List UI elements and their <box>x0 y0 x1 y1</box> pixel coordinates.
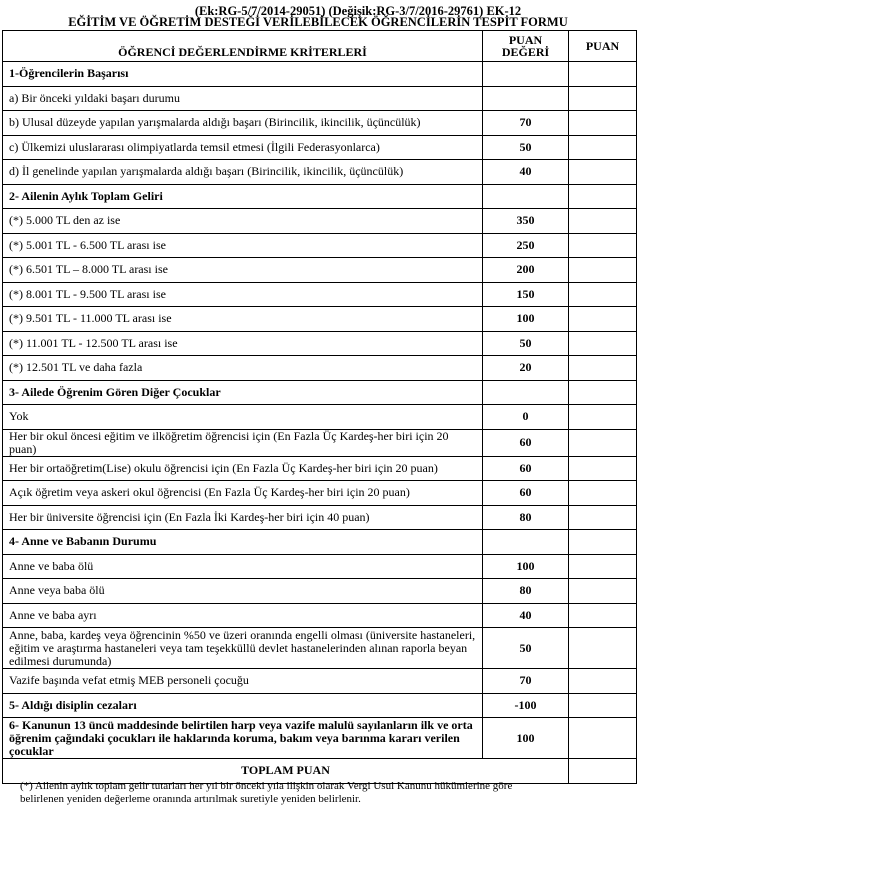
score-value-cell: 50 <box>483 628 569 669</box>
criterion-label: b) Ulusal düzeyde yapılan yarışmalarda aldığı başarı (Birincilik, ikincilik, üçüncülük) <box>3 111 483 136</box>
section-heading: 1-Öğrencilerin Başarısı <box>3 62 483 87</box>
score-value-cell: 50 <box>483 135 569 160</box>
section-heading: 3- Ailede Öğrenim Gören Diğer Çocuklar <box>3 380 483 405</box>
criterion-label: Her bir üniversite öğrencisi için (En Fazla İki Kardeş-her biri için 40 puan) <box>3 505 483 530</box>
score-value-cell: 40 <box>483 603 569 628</box>
score-value-cell: 60 <box>483 481 569 506</box>
table-row <box>3 209 637 234</box>
score-input-cell[interactable] <box>569 554 637 579</box>
criterion-label: Anne ve baba ayrı <box>3 603 483 628</box>
criterion-label: Anne ve baba ölü <box>3 554 483 579</box>
score-input-cell[interactable] <box>569 209 637 234</box>
table-row <box>3 481 637 506</box>
score-value-cell: 70 <box>483 669 569 694</box>
footnote: (*) Ailenin aylık toplam gelir tutarları her yıl bir önceki yıla ilişkin olarak Vergi Usul Kanunu hükümlerine göre belirlenen yeniden değerleme oranında artırılmak suretiyle yeniden belirlenir. <box>20 780 513 805</box>
table-row <box>3 135 637 160</box>
score-input-cell[interactable] <box>569 258 637 283</box>
table-row <box>3 184 637 209</box>
criterion-label: Her bir okul öncesi eğitim ve ilköğretim öğrencisi için (En Fazla Üç Kardeş-her biri için 20 puan) <box>3 429 483 456</box>
score-input-cell[interactable] <box>569 429 637 456</box>
criterion-label: c) Ülkemizi uluslararası olimpiyatlarda temsil etmesi (İlgili Federasyonlarca) <box>3 135 483 160</box>
score-value-cell <box>483 184 569 209</box>
criterion-label: (*) 11.001 TL - 12.500 TL arası ise <box>3 331 483 356</box>
score-value-cell: 60 <box>483 456 569 481</box>
criterion-label: (*) 8.001 TL - 9.500 TL arası ise <box>3 282 483 307</box>
criterion-label: (*) 5.001 TL - 6.500 TL arası ise <box>3 233 483 258</box>
criteria-table <box>2 30 637 784</box>
criterion-label: (*) 12.501 TL ve daha fazla <box>3 356 483 381</box>
section-heading: 6- Kanunun 13 üncü maddesinde belirtilen harp veya vazife malulü sayılanların ilk ve orta öğrenim çağındaki çocukları ile haklarında koruma, bakım veya barınma kararı verilen çocuklar <box>3 718 483 759</box>
score-value-cell <box>483 530 569 555</box>
score-input-cell[interactable] <box>569 160 637 185</box>
table-row <box>3 693 637 718</box>
score-input-cell[interactable] <box>569 456 637 481</box>
table-row <box>3 111 637 136</box>
score-input-cell[interactable] <box>569 282 637 307</box>
score-input-cell[interactable] <box>569 111 637 136</box>
table-row <box>3 307 637 332</box>
score-input-cell[interactable] <box>569 505 637 530</box>
score-value-cell <box>483 380 569 405</box>
total-score-cell[interactable] <box>569 759 637 784</box>
criterion-label: Vazife başında vefat etmiş MEB personeli çocuğu <box>3 669 483 694</box>
score-input-cell[interactable] <box>569 405 637 430</box>
score-input-cell[interactable] <box>569 135 637 160</box>
score-input-cell[interactable] <box>569 579 637 604</box>
score-value-column-header: PUAN DEĞERİ <box>483 31 569 62</box>
score-value-cell: -100 <box>483 693 569 718</box>
table-row <box>3 258 637 283</box>
criterion-label: Anne, baba, kardeş veya öğrencinin %50 ve üzeri oranında engelli olması (üniversite hastaneleri, eğitim ve araştırma hastaneleri veya tam teşekküllü devlet hastanelerinden alınan raporla beyan edilmesi durumunda) <box>3 628 483 669</box>
table-row <box>3 160 637 185</box>
score-input-cell[interactable] <box>569 530 637 555</box>
criterion-label: (*) 6.501 TL – 8.000 TL arası ise <box>3 258 483 283</box>
criteria-column-header: ÖĞRENCİ DEĞERLENDİRME KRİTERLERİ <box>3 31 483 62</box>
score-value-cell <box>483 86 569 111</box>
score-input-cell[interactable] <box>569 62 637 87</box>
score-input-cell[interactable] <box>569 628 637 669</box>
score-value-cell: 100 <box>483 718 569 759</box>
score-value-cell: 250 <box>483 233 569 258</box>
table-row <box>3 233 637 258</box>
score-value-cell: 150 <box>483 282 569 307</box>
score-input-cell[interactable] <box>569 669 637 694</box>
score-input-cell[interactable] <box>569 693 637 718</box>
total-label: TOPLAM PUAN <box>3 759 569 784</box>
score-input-cell[interactable] <box>569 307 637 332</box>
table-row <box>3 62 637 87</box>
table-row <box>3 331 637 356</box>
table-row <box>3 356 637 381</box>
table-row <box>3 579 637 604</box>
score-value-cell: 80 <box>483 505 569 530</box>
table-row <box>3 86 637 111</box>
score-value-cell <box>483 62 569 87</box>
score-input-cell[interactable] <box>569 184 637 209</box>
score-column-header: PUAN <box>569 31 637 62</box>
score-input-cell[interactable] <box>569 86 637 111</box>
score-input-cell[interactable] <box>569 481 637 506</box>
table-row <box>3 554 637 579</box>
table-row <box>3 380 637 405</box>
score-value-cell: 0 <box>483 405 569 430</box>
score-input-cell[interactable] <box>569 718 637 759</box>
table-row <box>3 603 637 628</box>
score-input-cell[interactable] <box>569 603 637 628</box>
criterion-label: a) Bir önceki yıldaki başarı durumu <box>3 86 483 111</box>
score-input-cell[interactable] <box>569 380 637 405</box>
table-row <box>3 628 637 669</box>
table-row <box>3 530 637 555</box>
table-row <box>3 405 637 430</box>
score-value-cell: 60 <box>483 429 569 456</box>
table-row <box>3 429 637 456</box>
table-row <box>3 282 637 307</box>
criterion-label: (*) 9.501 TL - 11.000 TL arası ise <box>3 307 483 332</box>
section-heading: 2- Ailenin Aylık Toplam Geliri <box>3 184 483 209</box>
table-header-row <box>3 31 637 62</box>
score-value-cell: 100 <box>483 307 569 332</box>
table-row <box>3 718 637 759</box>
criterion-label: Yok <box>3 405 483 430</box>
score-value-cell: 50 <box>483 331 569 356</box>
table-row <box>3 456 637 481</box>
criterion-label: Anne veya baba ölü <box>3 579 483 604</box>
score-value-cell: 20 <box>483 356 569 381</box>
criterion-label: (*) 5.000 TL den az ise <box>3 209 483 234</box>
score-input-cell[interactable] <box>569 233 637 258</box>
criterion-label: d) İl genelinde yapılan yarışmalarda aldığı başarı (Birincilik, ikincilik, üçüncülük) <box>3 160 483 185</box>
regulation-reference: (Ek:RG-5/7/2014-29051) (Değişik:RG-3/7/2016-29761) EK-12 <box>194 4 522 18</box>
table-row <box>3 669 637 694</box>
score-value-cell: 70 <box>483 111 569 136</box>
table-row <box>3 505 637 530</box>
score-value-cell: 350 <box>483 209 569 234</box>
score-input-cell[interactable] <box>569 331 637 356</box>
score-value-cell: 40 <box>483 160 569 185</box>
criterion-label: Açık öğretim veya askeri okul öğrencisi (En Fazla Üç Kardeş-her biri için 20 puan) <box>3 481 483 506</box>
score-value-cell: 80 <box>483 579 569 604</box>
score-value-cell: 200 <box>483 258 569 283</box>
form-title: EĞİTİM VE ÖĞRETİM DESTEĞİ VERİLEBİLECEK ÖĞRENCİLERİN TESPİT FORMU <box>68 15 568 29</box>
score-value-cell: 100 <box>483 554 569 579</box>
score-input-cell[interactable] <box>569 356 637 381</box>
section-heading: 5- Aldığı disiplin cezaları <box>3 693 483 718</box>
criterion-label: Her bir ortaöğretim(Lise) okulu öğrencisi için (En Fazla Üç Kardeş-her biri için 20 puan) <box>3 456 483 481</box>
section-heading: 4- Anne ve Babanın Durumu <box>3 530 483 555</box>
